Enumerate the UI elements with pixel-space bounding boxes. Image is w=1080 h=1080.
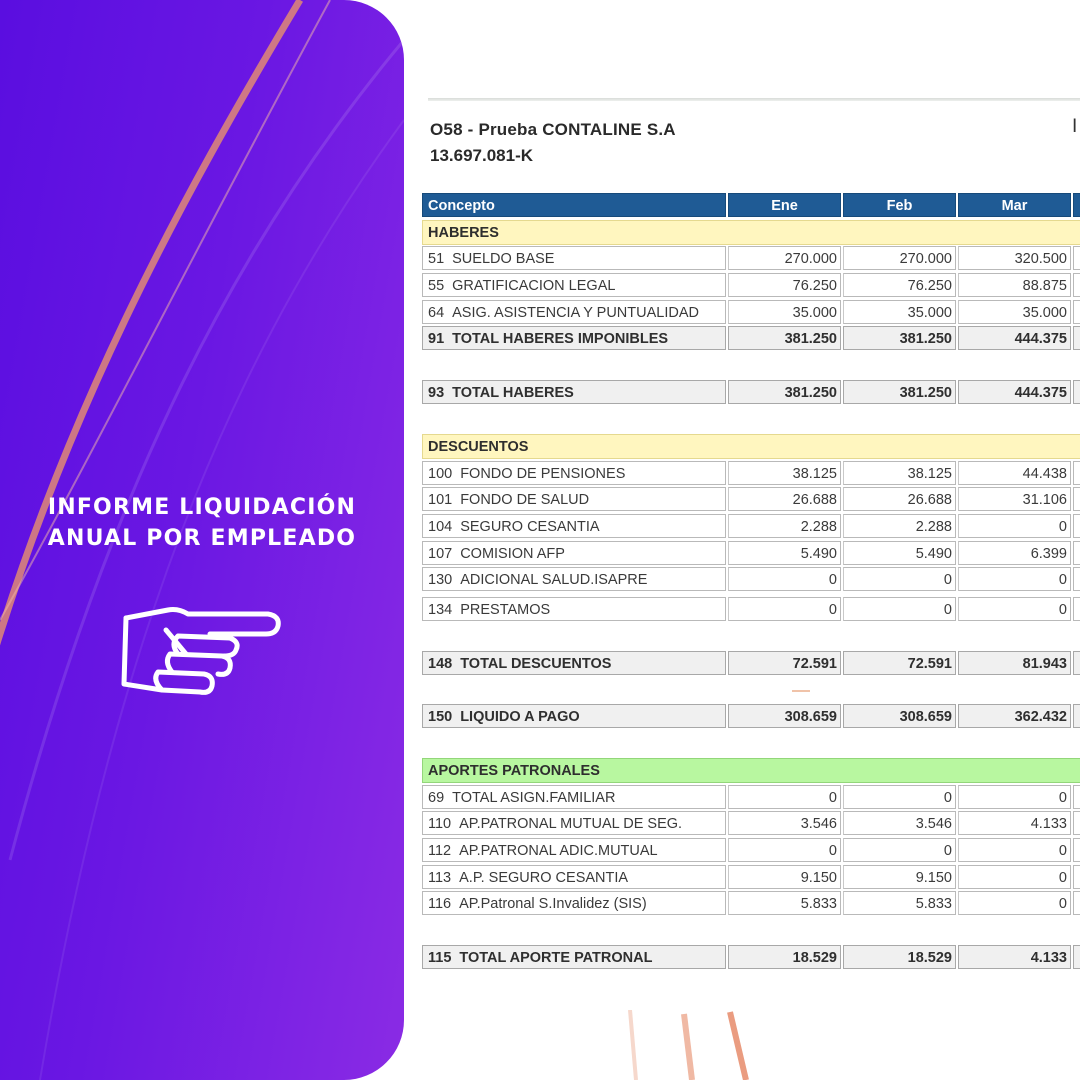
value-mar: 0: [958, 597, 1071, 621]
value-clipped: [1073, 891, 1080, 915]
column-header-mar: Mar: [958, 193, 1071, 217]
row-concept: LIQUIDO A PAGO: [460, 709, 580, 726]
value-ene: 72.591: [728, 651, 841, 675]
value-clipped: [1073, 597, 1080, 621]
value-mar: 0: [958, 891, 1071, 915]
value-mar: 44.438: [958, 461, 1071, 485]
value-clipped: [1073, 704, 1080, 728]
total-row-haberes: [422, 380, 1080, 407]
value-ene: 2.288: [728, 514, 841, 538]
section-header-aportes: [422, 758, 1080, 785]
value-ene: 308.659: [728, 704, 841, 728]
row-concept: SEGURO CESANTIA: [460, 518, 600, 535]
value-feb: 381.250: [843, 326, 956, 350]
value-clipped: [1073, 246, 1080, 270]
value-mar: 35.000: [958, 300, 1071, 324]
value-ene: 38.125: [728, 461, 841, 485]
value-ene: 381.250: [728, 380, 841, 404]
value-mar: 0: [958, 865, 1071, 889]
value-feb: 5.833: [843, 891, 956, 915]
value-feb: 5.490: [843, 541, 956, 565]
row-concept: ASIG. ASISTENCIA Y PUNTUALIDAD: [452, 304, 699, 321]
value-feb: 270.000: [843, 246, 956, 270]
table-header: [422, 193, 1080, 220]
value-clipped: [1073, 651, 1080, 675]
table-row: [422, 541, 1080, 568]
value-ene: 0: [728, 838, 841, 862]
row-code: 115: [428, 950, 452, 967]
value-mar: 31.106: [958, 487, 1071, 511]
value-mar: 4.133: [958, 945, 1071, 969]
promo-title-line1: INFORME LIQUIDACIÓN: [47, 495, 357, 520]
table-row: [422, 838, 1080, 865]
value-mar: 81.943: [958, 651, 1071, 675]
row-concept: SUELDO BASE: [452, 251, 555, 268]
promo-title: [0, 492, 404, 554]
row-concept: TOTAL ASIGN.FAMILIAR: [452, 789, 616, 806]
value-ene: 0: [728, 597, 841, 621]
row-concept: AP.PATRONAL MUTUAL DE SEG.: [459, 816, 683, 833]
value-clipped: [1073, 300, 1080, 324]
value-mar: 0: [958, 514, 1071, 538]
value-clipped: [1073, 380, 1080, 404]
company-name: O58 - Prueba CONTALINE S.A: [430, 120, 676, 139]
row-code: 110: [428, 816, 452, 833]
value-mar: 444.375: [958, 326, 1071, 350]
section-label: HABERES: [422, 220, 1080, 245]
value-clipped: [1073, 567, 1080, 591]
section-label: DESCUENTOS: [422, 434, 1080, 459]
row-concept: TOTAL HABERES: [452, 385, 574, 402]
row-code: 150: [428, 709, 453, 726]
stray-mark: [792, 690, 810, 692]
table-row: [422, 891, 1080, 918]
row-code: 55: [428, 278, 445, 295]
value-ene: 381.250: [728, 326, 841, 350]
row-code: 148: [428, 655, 453, 672]
row-code: 104: [428, 518, 453, 535]
promo-title-line2: ANUAL POR EMPLEADO: [47, 526, 357, 551]
value-ene: 18.529: [728, 945, 841, 969]
value-ene: 9.150: [728, 865, 841, 889]
value-feb: 18.529: [843, 945, 956, 969]
value-feb: 76.250: [843, 273, 956, 297]
row-code: 51: [428, 251, 445, 268]
value-clipped: [1073, 785, 1080, 809]
row-concept: FONDO DE SALUD: [460, 492, 590, 509]
row-code: 134: [428, 601, 453, 618]
value-feb: 9.150: [843, 865, 956, 889]
value-feb: 381.250: [843, 380, 956, 404]
row-code: 91: [428, 331, 445, 348]
row-concept: GRATIFICACION LEGAL: [452, 278, 616, 295]
section-header-haberes: [422, 220, 1080, 247]
value-feb: 0: [843, 567, 956, 591]
value-ene: 5.490: [728, 541, 841, 565]
value-ene: 76.250: [728, 273, 841, 297]
row-code: 101: [428, 492, 453, 509]
table-row: [422, 785, 1080, 812]
value-mar: 444.375: [958, 380, 1071, 404]
value-mar: 0: [958, 567, 1071, 591]
row-code: 113: [428, 869, 452, 886]
value-mar: 88.875: [958, 273, 1071, 297]
decorative-strokes: [600, 1010, 780, 1080]
table-row: [422, 300, 1080, 327]
clipped-heading-char: I: [1072, 116, 1078, 137]
value-ene: 26.688: [728, 487, 841, 511]
promo-panel: [0, 0, 404, 1080]
value-clipped: [1073, 945, 1080, 969]
value-mar: 0: [958, 785, 1071, 809]
value-feb: 35.000: [843, 300, 956, 324]
total-row-haberes-imponibles: [422, 326, 1080, 353]
value-mar: 4.133: [958, 811, 1071, 835]
value-clipped: [1073, 541, 1080, 565]
value-clipped: [1073, 273, 1080, 297]
value-mar: 6.399: [958, 541, 1071, 565]
value-ene: 5.833: [728, 891, 841, 915]
row-concept: AP.PATRONAL ADIC.MUTUAL: [459, 843, 658, 860]
report-top-border: [428, 98, 1080, 101]
column-header-ene: Ene: [728, 193, 841, 217]
section-header-descuentos: [422, 434, 1080, 461]
value-mar: 320.500: [958, 246, 1071, 270]
table-row: [422, 597, 1080, 624]
row-concept: TOTAL HABERES IMPONIBLES: [452, 331, 669, 348]
pointing-hand-icon: [118, 600, 284, 696]
value-feb: 0: [843, 785, 956, 809]
row-code: 93: [428, 385, 445, 402]
total-row-descuentos: [422, 651, 1080, 678]
value-ene: 3.546: [728, 811, 841, 835]
section-label: APORTES PATRONALES: [422, 758, 1080, 783]
value-clipped: [1073, 811, 1080, 835]
table-row: [422, 461, 1080, 488]
value-mar: 362.432: [958, 704, 1071, 728]
value-feb: 0: [843, 597, 956, 621]
table-row: [422, 487, 1080, 514]
value-ene: 270.000: [728, 246, 841, 270]
table-row: [422, 246, 1080, 273]
table-row: [422, 865, 1080, 892]
row-concept: COMISION AFP: [460, 545, 565, 562]
row-concept: TOTAL APORTE PATRONAL: [459, 950, 653, 967]
row-concept: AP.Patronal S.Invalidez (SIS): [459, 896, 647, 913]
row-concept: ADICIONAL SALUD.ISAPRE: [460, 572, 648, 589]
row-concept: FONDO DE PENSIONES: [460, 465, 626, 482]
table-row: [422, 811, 1080, 838]
row-code: 130: [428, 572, 453, 589]
value-feb: 2.288: [843, 514, 956, 538]
report-view: [420, 94, 1080, 994]
table-row: [422, 514, 1080, 541]
row-code: 64: [428, 304, 445, 321]
value-mar: 0: [958, 838, 1071, 862]
table-row: [422, 273, 1080, 300]
value-clipped: [1073, 461, 1080, 485]
row-concept: PRESTAMOS: [460, 601, 551, 618]
value-feb: 308.659: [843, 704, 956, 728]
total-row-liquido: [422, 704, 1080, 731]
value-clipped: [1073, 326, 1080, 350]
column-header-concepto: Concepto: [422, 193, 726, 217]
total-row-aportes: [422, 945, 1080, 972]
table-row: [422, 567, 1080, 594]
row-concept: A.P. SEGURO CESANTIA: [459, 869, 629, 886]
liquidation-table: [422, 193, 1080, 972]
value-ene: 0: [728, 785, 841, 809]
value-clipped: [1073, 487, 1080, 511]
value-ene: 35.000: [728, 300, 841, 324]
value-clipped: [1073, 514, 1080, 538]
row-concept: TOTAL DESCUENTOS: [460, 655, 612, 672]
value-clipped: [1073, 838, 1080, 862]
value-ene: 0: [728, 567, 841, 591]
row-code: 116: [428, 896, 452, 913]
value-clipped: [1073, 865, 1080, 889]
row-code: 112: [428, 843, 452, 860]
column-header-feb: Feb: [843, 193, 956, 217]
value-feb: 3.546: [843, 811, 956, 835]
row-code: 100: [428, 465, 453, 482]
value-feb: 0: [843, 838, 956, 862]
value-feb: 38.125: [843, 461, 956, 485]
row-code: 107: [428, 545, 453, 562]
value-feb: 26.688: [843, 487, 956, 511]
value-feb: 72.591: [843, 651, 956, 675]
column-header-clipped: [1073, 193, 1080, 217]
company-rut: 13.697.081-K: [430, 146, 534, 165]
row-code: 69: [428, 789, 445, 806]
